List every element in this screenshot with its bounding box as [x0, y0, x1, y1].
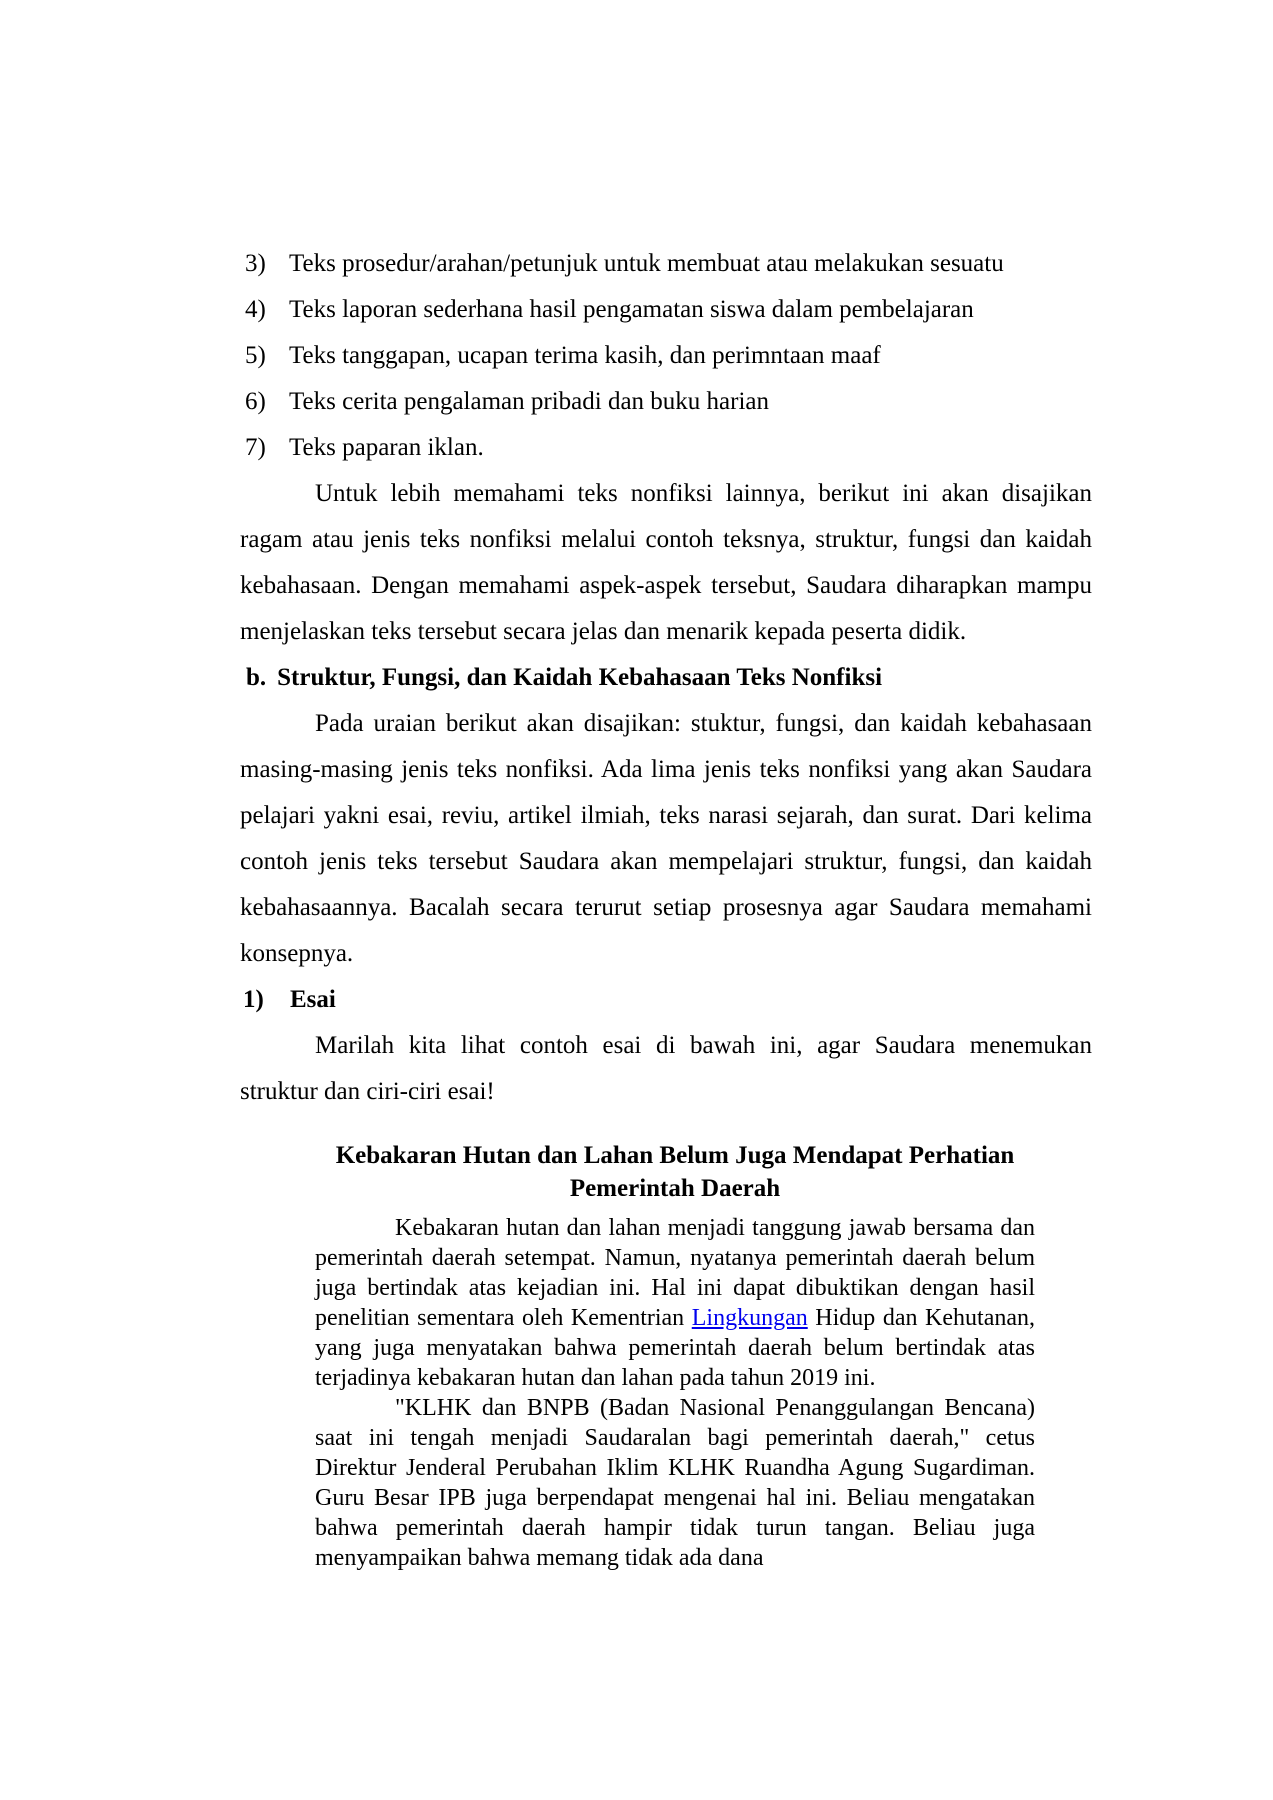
document-content [240, 241, 1092, 1573]
list-item-number: 3) [245, 250, 266, 277]
esai-subheading-number: 1) [243, 986, 264, 1013]
essay-paragraph-1-text: Kebakaran hutan dan lahan menjadi tanggung jawab bersama dan pemerintah daerah setempat. Namun, nyatanya pemerintah daerah belum juga bertindak atas kejadian ini. Hal ini dapat dibuktikan dengan hasil penelitian sementara oleh Kementrian [315, 1215, 1035, 1331]
list-item-text: Teks laporan sederhana hasil pengamatan siswa dalam pembelajaran [289, 296, 974, 323]
essay-title-line2: Pemerintah Daerah [569, 1175, 781, 1202]
section-heading [240, 655, 1092, 701]
list-item-text: Teks tanggapan, ucapan terima kasih, dan perimntaan maaf [289, 342, 881, 369]
essay-paragraph-1-text-after: Hidup dan Kehutanan, yang juga menyatakan bahwa pemerintah daerah belum bertindak atas terjadinya kebakaran hutan dan lahan pada tahun 2019 ini. [315, 1305, 1036, 1391]
list-item-number: 5) [245, 342, 266, 369]
list-item [240, 379, 1092, 425]
list-item-number: 6) [245, 388, 266, 415]
essay-paragraph-1 [315, 1213, 1035, 1393]
list-item [240, 425, 1092, 471]
esai-subheading [240, 977, 1092, 1023]
list-item-number: 4) [245, 296, 266, 323]
section-heading-text: Struktur, Fungsi, dan Kaidah Kebahasaan Teks Nonfiksi [277, 664, 883, 691]
essay-title-line1: Kebakaran Hutan dan Lahan Belum Juga Mendapat Perhatian [335, 1142, 1015, 1169]
list-item [240, 333, 1092, 379]
list-item-text: Teks prosedur/arahan/petunjuk untuk membuat atau melakukan sesuatu [289, 250, 1004, 277]
lingkungan-link[interactable]: Lingkungan [691, 1305, 808, 1331]
list-item [240, 241, 1092, 287]
structure-paragraph: Pada uraian berikut akan disajikan: stuktur, fungsi, dan kaidah kebahasaan masing-masing jenis teks nonfiksi. Ada lima jenis teks nonfiksi yang akan Saudara pelajari yakni esai, reviu, artikel ilmiah, teks narasi sejarah, dan surat. Dari kelima contoh jenis teks tersebut Saudara akan mempelajari struktur, fungsi, dan kaidah kebahasaannya. Bacalah secara terurut setiap prosesnya agar Saudara memahami konsepnya. [240, 710, 1092, 967]
essay-block [315, 1139, 1035, 1573]
list-item [240, 287, 1092, 333]
esai-subheading-text: Esai [290, 986, 336, 1013]
essay-title [315, 1139, 1035, 1205]
esai-intro-paragraph: Marilah kita lihat contoh esai di bawah ini, agar Saudara menemukan struktur dan ciri-ciri esai! [240, 1032, 1092, 1105]
intro-paragraph: Untuk lebih memahami teks nonfiksi lainnya, berikut ini akan disajikan ragam atau jenis teks nonfiksi melalui contoh teksnya, struktur, fungsi dan kaidah kebahasaan. Dengan memahami aspek-aspek tersebut, Saudara diharapkan mampu menjelaskan teks tersebut secara jelas dan menarik kepada peserta didik. [240, 480, 1092, 645]
list-item-text: Teks cerita pengalaman pribadi dan buku harian [289, 388, 770, 415]
numbered-list [240, 241, 1092, 471]
list-item-number: 7) [245, 434, 266, 461]
list-item-text: Teks paparan iklan. [289, 434, 484, 461]
section-heading-label: b. [246, 664, 267, 691]
essay-paragraph-2: "KLHK dan BNPB (Badan Nasional Penanggulangan Bencana) saat ini tengah menjadi Saudaralan bagi pemerintah daerah," cetus Direktur Jenderal Perubahan Iklim KLHK Ruandha Agung Sugardiman. Guru Besar IPB juga berpendapat mengenai hal ini. Beliau mengatakan bahwa pemerintah daerah hampir tidak turun tangan. Beliau juga menyampaikan bahwa memang tidak ada dana [315, 1395, 1035, 1571]
